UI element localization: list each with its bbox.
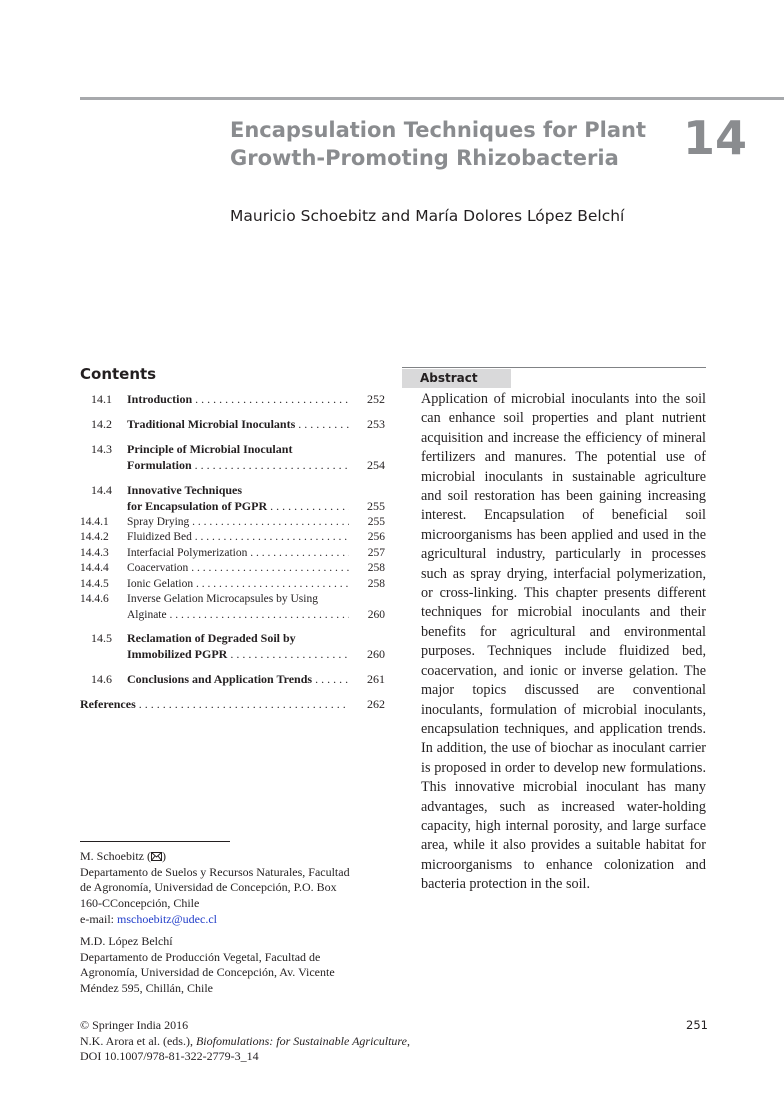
author1-affiliation-line-1: Departamento de Suelos y Recursos Naturales, Facultad xyxy=(80,864,350,879)
author2-footnote xyxy=(80,934,390,997)
author2-affiliation-line-3: Méndez 595, Chillán, Chile xyxy=(80,981,213,996)
doi-line: DOI 10.1007/978-81-322-2779-3_14 xyxy=(80,1049,259,1063)
toc-entry-number: 14.3 xyxy=(91,442,112,456)
toc-entry-title-line-1: Reclamation of Degraded Soil by xyxy=(127,631,296,645)
toc-entry-title-line-2: Formulation . . . xyxy=(127,457,349,473)
chapter-title xyxy=(230,116,650,172)
chapter-number: 14 xyxy=(683,111,748,165)
toc-entry-title: Ionic Gelation . . . xyxy=(127,576,349,592)
book-citation-line xyxy=(80,1034,480,1050)
chapter-authors: Mauricio Schoebitz and María Dolores López Belchí xyxy=(230,207,625,225)
book-title: Biofomulations: for Sustainable Agriculture xyxy=(195,1033,407,1048)
toc-entry-page: 262 xyxy=(367,697,385,711)
page-number: 251 xyxy=(686,1018,708,1032)
toc-entry-number: 14.4.5 xyxy=(80,578,109,590)
toc-entry-title: Fluidized Bed . . . xyxy=(127,529,349,545)
toc-entry-number: 14.4.2 xyxy=(80,531,109,543)
author1-email-link[interactable]: mschoebitz@udec.cl xyxy=(116,911,217,926)
chapter-top-rule xyxy=(80,97,784,100)
author1-email-prefix: e-mail: xyxy=(80,911,117,926)
author1-affiliation-line-2: de Agronomía, Universidad de Concepción, P.O. Box xyxy=(80,880,337,895)
book-title-end: , xyxy=(406,1033,410,1048)
toc-entry-page: 258 xyxy=(367,562,385,574)
toc-entry-number: 14.4 xyxy=(91,483,112,497)
toc-entry-number: 14.1 xyxy=(91,392,112,406)
toc-entry-number: 14.6 xyxy=(91,672,112,686)
toc-entry-page: 255 xyxy=(367,499,385,513)
envelope-icon xyxy=(151,852,162,861)
author1-name-end: ) xyxy=(162,849,166,863)
toc-entry-page: 252 xyxy=(367,392,385,406)
toc-entry-page: 260 xyxy=(367,609,385,621)
toc-entry-title-line-1: Innovative Techniques xyxy=(127,483,243,497)
toc-entry-title: Traditional Microbial Inoculants . . . xyxy=(127,416,349,432)
toc-entry-title: References . . . xyxy=(80,696,349,712)
toc-entry-title-line-1: Inverse Gelation Microcapsules by Using xyxy=(127,593,318,605)
toc-entry-page: 254 xyxy=(367,458,385,472)
toc-entry-page: 253 xyxy=(367,417,385,431)
toc-entry-page: 261 xyxy=(367,672,385,686)
chapter-title-line-1: Encapsulation Techniques for Plant xyxy=(230,118,647,142)
author2-affiliation-line-1: Departamento de Producción Vegetal, Facultad de xyxy=(80,949,321,964)
toc-entry-number: 14.4.6 xyxy=(80,593,109,605)
toc-entry-title: Introduction . . . xyxy=(127,391,349,407)
abstract-label: Abstract xyxy=(420,371,478,385)
toc-entry-page: 255 xyxy=(367,516,385,528)
toc-entry-page: 257 xyxy=(367,547,385,559)
toc-entry-title-line-2: for Encapsulation of PGPR . . . xyxy=(127,498,349,514)
toc-entry-title: Conclusions and Application Trends . . . xyxy=(127,671,349,687)
author2-name: M.D. López Belchí xyxy=(80,934,173,948)
toc-entry-page: 258 xyxy=(367,578,385,590)
toc-entry-title: Interfacial Polymerization . . . xyxy=(127,545,349,561)
author1-footnote xyxy=(80,849,390,928)
toc-entry-title-line-2: Immobilized PGPR . . . xyxy=(127,646,349,662)
toc-entry-number: 14.4.4 xyxy=(80,562,109,574)
abstract-text: Application of microbial inoculants into the soil can enhance soil properties and plant nutrient acquisition and increase the efficiency of mineral fertilizers and manures. The potential use of microbial inoculants in sustainable agriculture and soil restoration has been gaining increasing interest. Encapsulation of beneficial soil microorganisms has been applied and used in the agricultural industry, particularly in processes such as spray drying, interfacial polymerization, or cross-linking. This chapter presents different techniques for microbial inoculants and their benefits for agricultural and environmental purposes. Techniques include fluidized bed, coacervation, and ionic or inverse gelation. The major topics discussed are conventional inoculants, formulation of microbial inoculants, encapsulation techniques, and application trends. In addition, the use of biochar as inoculant carrier is proposed in order to develop new formulations. This innovative microbial inoculant has many advantages, such as increased water-holding capacity, high internal porosity, and large surface area, while it also provides a suitable habitat for microorganisms to enhance colonization and bacteria protection in the soil. xyxy=(421,391,706,893)
copyright-line: © Springer India 2016 xyxy=(80,1018,189,1032)
contents-heading: Contents xyxy=(80,365,157,383)
toc-entry-number: 14.4.3 xyxy=(80,547,109,559)
toc-entry-title: Spray Drying . . . xyxy=(127,514,349,530)
chapter-title-line-2: Growth-Promoting Rhizobacteria xyxy=(230,146,619,170)
toc-entry-number: 14.5 xyxy=(91,631,112,645)
toc-entry-page: 260 xyxy=(367,647,385,661)
author2-affiliation-line-2: Agronomía, Universidad de Concepción, Av. Vicente xyxy=(80,965,335,980)
toc-entry-title-line-1: Principle of Microbial Inoculant xyxy=(127,442,293,456)
book-editors: N.K. Arora et al. (eds.), xyxy=(80,1033,196,1048)
footnote-rule xyxy=(80,841,230,842)
toc-entry-title: Coacervation . . . xyxy=(127,560,349,576)
toc-entry-number: 14.2 xyxy=(91,417,112,431)
author1-name-line xyxy=(80,849,390,865)
author1-name: M. Schoebitz ( xyxy=(80,849,151,863)
author1-affiliation-line-3: 160-CConcepción, Chile xyxy=(80,896,200,911)
abstract-rule xyxy=(402,367,706,368)
toc-entry-number: 14.4.1 xyxy=(80,516,109,528)
toc-entry-title-line-2: Alginate . . . xyxy=(127,607,349,623)
publication-info xyxy=(80,1018,480,1065)
toc-entry-page: 256 xyxy=(367,531,385,543)
author1-email-line xyxy=(80,912,390,928)
